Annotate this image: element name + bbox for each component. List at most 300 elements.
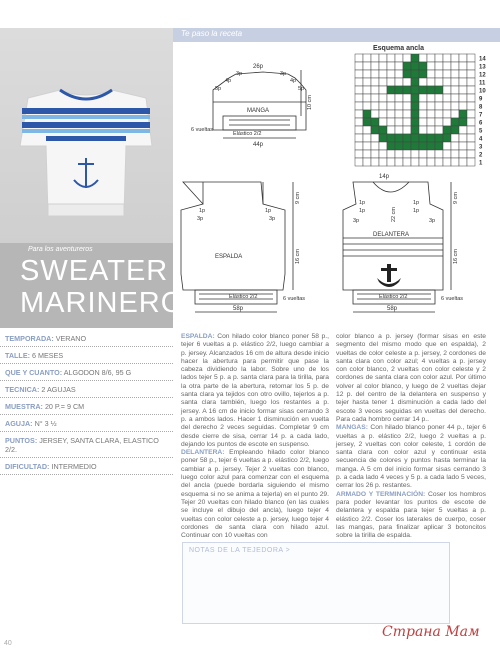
section-text: Coser los hombros para poder levantar los puntos de escote de delantera y espalda para tejer 5 vueltas a p. elástico 2/2. Coser los laterales de cuerpo, coser las mangas, para finalizar aplicar 3 botoncitos sobre la tirilla de espalda. bbox=[336, 490, 486, 540]
chart-cell bbox=[459, 94, 467, 102]
chart-cell bbox=[435, 142, 443, 150]
chart-cell bbox=[363, 126, 371, 134]
chart-cell bbox=[459, 102, 467, 110]
chart-cell bbox=[379, 126, 387, 134]
chart-cell bbox=[395, 62, 403, 70]
chart-cell bbox=[363, 54, 371, 62]
delantera-title: DELANTERA bbox=[373, 232, 410, 238]
section-heading: ESPALDA: bbox=[181, 333, 215, 340]
notes-box[interactable] bbox=[182, 542, 450, 624]
detail-label: TECNICA: bbox=[5, 385, 40, 394]
chart-cell bbox=[427, 126, 435, 134]
espalda-title: ESPALDA bbox=[215, 254, 243, 260]
chart-cell bbox=[371, 142, 379, 150]
chart-cell bbox=[395, 126, 403, 134]
chart-row-label: 7 bbox=[479, 112, 483, 119]
chart-row-label: 4 bbox=[479, 136, 483, 143]
section-text: Con hilado blanco poner 44 p., tejer 6 vueltas a p. elástico 2/2, luego 2 vueltas a p. jersey, 2 vueltas con color celeste, 1 cordón de santa clara con color azul y continuar esta secuencia de colores y puntos hasta terminar la manga. A 5 cm del inicio formar sisas cerrando 3 p. a cada lado 4 veces y 5 p. a cada lado 5 veces, cerrar los 26 p. restantes. bbox=[336, 424, 486, 490]
delantera-anchor-motif bbox=[377, 264, 401, 287]
manga-label: 5p bbox=[298, 86, 305, 92]
chart-cell bbox=[403, 110, 411, 118]
chart-cell bbox=[459, 134, 467, 142]
chart-cell bbox=[371, 78, 379, 86]
chart-cell bbox=[451, 126, 459, 134]
sweater-illustration bbox=[0, 28, 173, 243]
chart-cell bbox=[355, 94, 363, 102]
watermark: Страна Мам bbox=[382, 624, 480, 640]
chart-cell bbox=[363, 150, 371, 158]
chart-cell bbox=[395, 150, 403, 158]
divider bbox=[0, 474, 173, 475]
delantera-mid: 22 cm bbox=[391, 207, 397, 222]
detail-value: 2 AGUJAS bbox=[41, 385, 76, 394]
chart-cell bbox=[379, 158, 387, 166]
chart-row-label: 13 bbox=[479, 64, 486, 71]
chart-cell bbox=[427, 110, 435, 118]
anchor-chart-title: Esquema ancla bbox=[373, 45, 424, 52]
manga-label: 4p bbox=[225, 78, 232, 84]
chart-cell bbox=[411, 54, 419, 62]
chart-cell bbox=[419, 54, 427, 62]
detail-value: 6 MESES bbox=[32, 351, 64, 360]
chart-cell bbox=[419, 102, 427, 110]
section-text: Empleando hilado color blanco poner 58 p., tejer 6 vueltas a p. elástico 2/2, luego cambiar a p. jersey. Tejer 2 vueltas con blanco, luego color azul para comenzar con el esquema del ancla (puede bordarla siguiendo el mismo esquema si no se anima a tejerla) en el punto 29. Tejer 20 vueltas con hilado blanco (en las cuales se incluye el dibujo del ancla), luego tejer 4 vueltas con color celeste a p. jersey, luego tejer 4 cordones de santa clara con hilado azul. Continuar con 10 vueltas con bbox=[181, 449, 329, 540]
chart-cell bbox=[419, 86, 427, 94]
anchor-chart-grid bbox=[355, 54, 475, 166]
chart-cell bbox=[419, 78, 427, 86]
chart-cell bbox=[467, 86, 475, 94]
chart-cell bbox=[467, 54, 475, 62]
chart-row-label: 3 bbox=[479, 144, 483, 151]
delantera-label: 1p bbox=[359, 208, 366, 214]
chart-cell bbox=[363, 78, 371, 86]
chart-cell bbox=[379, 110, 387, 118]
chart-cell bbox=[435, 126, 443, 134]
chart-cell bbox=[371, 158, 379, 166]
chart-cell bbox=[467, 126, 475, 134]
chart-cell bbox=[435, 86, 443, 94]
detail-temporada bbox=[5, 334, 170, 343]
delantera-top: 14p bbox=[379, 174, 390, 180]
manga-elastic: Elástico 2/2 bbox=[233, 131, 262, 137]
manga-label: 3p bbox=[236, 71, 243, 77]
detail-label: TEMPORADA: bbox=[5, 334, 54, 343]
espalda-label: 3p bbox=[269, 216, 276, 222]
chart-cell bbox=[459, 126, 467, 134]
chart-cell bbox=[411, 70, 419, 78]
chart-cell bbox=[387, 142, 395, 150]
chart-cell bbox=[451, 78, 459, 86]
chart-cell bbox=[387, 150, 395, 158]
section-heading: MANGAS: bbox=[336, 424, 368, 432]
chart-cell bbox=[395, 78, 403, 86]
espalda-h1: 9 cm bbox=[295, 192, 301, 204]
chart-cell bbox=[363, 94, 371, 102]
chart-cell bbox=[403, 102, 411, 110]
delantera-label: 1p bbox=[359, 200, 366, 206]
chart-cell bbox=[427, 102, 435, 110]
chart-cell bbox=[443, 158, 451, 166]
paragraph-mangas bbox=[336, 424, 486, 490]
chart-cell bbox=[427, 94, 435, 102]
chart-cell bbox=[371, 94, 379, 102]
chart-cell bbox=[411, 110, 419, 118]
chart-cell bbox=[435, 62, 443, 70]
chart-cell bbox=[443, 150, 451, 158]
chart-cell bbox=[355, 86, 363, 94]
detail-label: DIFICULTAD: bbox=[5, 462, 50, 471]
chart-row-label: 6 bbox=[479, 120, 483, 127]
title-line-1: SWEATER bbox=[20, 255, 169, 287]
anchor-chart-row-labels bbox=[479, 57, 486, 167]
chart-cell bbox=[459, 78, 467, 86]
chart-cell bbox=[451, 118, 459, 126]
chart-cell bbox=[411, 134, 419, 142]
chart-cell bbox=[355, 134, 363, 142]
chart-row-label: 12 bbox=[479, 72, 486, 79]
chart-cell bbox=[419, 62, 427, 70]
chart-cell bbox=[403, 142, 411, 150]
chart-cell bbox=[459, 54, 467, 62]
detail-value: JERSEY, SANTA CLARA, ELASTICO 2/2. bbox=[5, 436, 159, 454]
chart-cell bbox=[363, 110, 371, 118]
recipe-banner bbox=[173, 28, 500, 42]
chart-cell bbox=[395, 54, 403, 62]
espalda-label: 3p bbox=[197, 216, 204, 222]
chart-cell bbox=[379, 78, 387, 86]
chart-cell bbox=[371, 118, 379, 126]
page-number: 40 bbox=[4, 640, 12, 647]
chart-cell bbox=[467, 134, 475, 142]
chart-cell bbox=[427, 142, 435, 150]
chart-cell bbox=[371, 70, 379, 78]
chart-cell bbox=[379, 86, 387, 94]
detail-value: VERANO bbox=[55, 334, 87, 343]
chart-cell bbox=[411, 86, 419, 94]
chart-cell bbox=[403, 54, 411, 62]
delantera-label: 1p bbox=[413, 200, 420, 206]
chart-row-label: 11 bbox=[479, 80, 486, 87]
chart-cell bbox=[459, 158, 467, 166]
chart-cell bbox=[371, 134, 379, 142]
delantera-label: 1p bbox=[413, 208, 420, 214]
paragraph-espalda bbox=[181, 333, 329, 449]
divider bbox=[0, 346, 173, 347]
divider bbox=[0, 431, 173, 432]
chart-cell bbox=[467, 94, 475, 102]
detail-label: MUESTRA: bbox=[5, 402, 43, 411]
delantera-label: 3p bbox=[429, 218, 436, 224]
chart-cell bbox=[387, 126, 395, 134]
chart-cell bbox=[411, 94, 419, 102]
chart-cell bbox=[395, 102, 403, 110]
chart-cell bbox=[379, 62, 387, 70]
chart-cell bbox=[459, 86, 467, 94]
manga-width: 44p bbox=[253, 142, 264, 148]
tagline: Para los aventureros bbox=[28, 246, 93, 253]
detail-value: ALGODON 8/6, 95 G bbox=[63, 368, 132, 377]
chart-cell bbox=[427, 118, 435, 126]
chart-cell bbox=[459, 70, 467, 78]
chart-cell bbox=[379, 102, 387, 110]
section-heading: DELANTERA: bbox=[181, 449, 225, 457]
chart-cell bbox=[467, 158, 475, 166]
chart-cell bbox=[395, 70, 403, 78]
chart-cell bbox=[395, 142, 403, 150]
chart-cell bbox=[371, 150, 379, 158]
detail-muestra bbox=[5, 402, 170, 411]
chart-cell bbox=[371, 126, 379, 134]
detail-puntos bbox=[5, 436, 170, 454]
section-heading: ARMADO Y TERMINACIÓN: bbox=[336, 490, 426, 498]
chart-cell bbox=[443, 86, 451, 94]
chart-cell bbox=[395, 94, 403, 102]
chart-cell bbox=[435, 110, 443, 118]
divider bbox=[0, 363, 173, 364]
chart-cell bbox=[395, 158, 403, 166]
chart-cell bbox=[443, 134, 451, 142]
espalda-vueltas: 6 vueltas bbox=[283, 296, 306, 302]
chart-cell bbox=[355, 142, 363, 150]
chart-cell bbox=[355, 126, 363, 134]
chart-cell bbox=[435, 158, 443, 166]
detail-que-y-cuanto bbox=[5, 368, 170, 377]
chart-cell bbox=[451, 158, 459, 166]
chart-cell bbox=[459, 110, 467, 118]
chart-cell bbox=[467, 118, 475, 126]
instructions-column-1 bbox=[181, 333, 329, 540]
chart-cell bbox=[451, 62, 459, 70]
chart-cell bbox=[451, 150, 459, 158]
chart-cell bbox=[459, 142, 467, 150]
chart-cell bbox=[363, 118, 371, 126]
chart-cell bbox=[427, 70, 435, 78]
chart-cell bbox=[443, 102, 451, 110]
detail-label: TALLE: bbox=[5, 351, 31, 360]
chart-cell bbox=[363, 142, 371, 150]
delantera-label: 3p bbox=[353, 218, 360, 224]
detail-value: INTERMEDIO bbox=[51, 462, 97, 471]
chart-cell bbox=[411, 118, 419, 126]
chart-cell bbox=[363, 158, 371, 166]
chart-cell bbox=[411, 158, 419, 166]
chart-cell bbox=[355, 78, 363, 86]
chart-cell bbox=[451, 102, 459, 110]
chart-cell bbox=[419, 150, 427, 158]
chart-cell bbox=[387, 70, 395, 78]
chart-cell bbox=[395, 118, 403, 126]
detail-label: QUE Y CUANTO: bbox=[5, 368, 63, 377]
divider bbox=[0, 397, 173, 398]
chart-cell bbox=[411, 102, 419, 110]
chart-cell bbox=[371, 54, 379, 62]
chart-cell bbox=[355, 150, 363, 158]
manga-label: 5p bbox=[215, 86, 222, 92]
chart-cell bbox=[435, 54, 443, 62]
detail-value: 20 P.= 9 CM bbox=[44, 402, 85, 411]
chart-cell bbox=[355, 70, 363, 78]
chart-row-label: 14 bbox=[479, 56, 486, 63]
detail-value: N° 3 ½ bbox=[34, 419, 57, 428]
chart-cell bbox=[451, 134, 459, 142]
chart-row-label: 1 bbox=[479, 160, 483, 167]
chart-cell bbox=[403, 158, 411, 166]
chart-cell bbox=[451, 54, 459, 62]
chart-cell bbox=[387, 54, 395, 62]
chart-cell bbox=[355, 110, 363, 118]
chart-cell bbox=[387, 102, 395, 110]
chart-cell bbox=[435, 134, 443, 142]
notes-label: NOTAS DE LA TEJEDORA > bbox=[189, 547, 291, 554]
chart-cell bbox=[435, 78, 443, 86]
chart-cell bbox=[411, 126, 419, 134]
chart-cell bbox=[379, 70, 387, 78]
chart-cell bbox=[435, 94, 443, 102]
section-text: color blanco a p. jersey (formar sisas en este segmento del mismo modo que en espalda), 2 vueltas de color celeste a p. jersey, 2 cordones de santa clara con color azul; 4 vueltas a p. jersey con color blanco, 2 vueltas con color celeste y 2 cordones de santa clara con color azul. Por último volver al color blanco, y luego de 2 vueltas dejar 12 p. del centro de la delantera en suspenso y tejer hasta tener 1 disminución a cada lado del escote 3 veces seguidas en vueltas del derecho. Para cada hombro cerrar 14 p.. bbox=[336, 333, 486, 423]
detail-talle bbox=[5, 351, 170, 360]
chart-cell bbox=[387, 86, 395, 94]
chart-cell bbox=[395, 110, 403, 118]
sweater-photo bbox=[0, 28, 173, 243]
delantera-vueltas: 6 vueltas bbox=[441, 296, 464, 302]
chart-cell bbox=[363, 102, 371, 110]
chart-cell bbox=[419, 158, 427, 166]
chart-cell bbox=[467, 150, 475, 158]
chart-cell bbox=[443, 126, 451, 134]
delantera-h2: 16 cm bbox=[453, 249, 459, 264]
paragraph-delantera bbox=[181, 449, 329, 540]
divider bbox=[0, 414, 173, 415]
manga-height: 10 cm bbox=[307, 95, 313, 110]
delantera-h1: 9 cm bbox=[453, 192, 459, 204]
chart-cell bbox=[427, 86, 435, 94]
chart-cell bbox=[355, 158, 363, 166]
chart-cell bbox=[467, 142, 475, 150]
espalda-label: 1p bbox=[265, 208, 272, 214]
chart-cell bbox=[363, 134, 371, 142]
banner-text: Te paso la receta bbox=[181, 29, 243, 38]
detail-aguja bbox=[5, 419, 170, 428]
chart-cell bbox=[419, 110, 427, 118]
chart-cell bbox=[419, 126, 427, 134]
divider bbox=[0, 380, 173, 381]
paragraph-delantera-cont bbox=[336, 333, 486, 424]
manga-label: 3p bbox=[280, 71, 287, 77]
chart-cell bbox=[387, 134, 395, 142]
instructions-column-2 bbox=[336, 333, 486, 540]
chart-cell bbox=[379, 134, 387, 142]
espalda-width: 58p bbox=[233, 306, 244, 312]
chart-cell bbox=[355, 118, 363, 126]
chart-cell bbox=[427, 158, 435, 166]
chart-cell bbox=[387, 110, 395, 118]
chart-cell bbox=[451, 70, 459, 78]
detail-label: AGUJA: bbox=[5, 419, 33, 428]
chart-cell bbox=[371, 62, 379, 70]
espalda-elastic: Elástico 2/2 bbox=[229, 294, 258, 300]
chart-cell bbox=[467, 62, 475, 70]
chart-cell bbox=[443, 62, 451, 70]
chart-cell bbox=[395, 134, 403, 142]
chart-cell bbox=[467, 110, 475, 118]
chart-cell bbox=[403, 134, 411, 142]
chart-row-label: 10 bbox=[479, 88, 486, 95]
chart-cell bbox=[403, 118, 411, 126]
chart-row-label: 9 bbox=[479, 96, 483, 103]
chart-cell bbox=[443, 110, 451, 118]
chart-cell bbox=[451, 86, 459, 94]
detail-label: PUNTOS: bbox=[5, 436, 38, 445]
chart-cell bbox=[467, 78, 475, 86]
chart-cell bbox=[403, 62, 411, 70]
paragraph-armado bbox=[336, 491, 486, 541]
chart-cell bbox=[411, 78, 419, 86]
chart-cell bbox=[403, 70, 411, 78]
chart-cell bbox=[411, 150, 419, 158]
chart-cell bbox=[427, 134, 435, 142]
chart-cell bbox=[419, 94, 427, 102]
chart-cell bbox=[411, 142, 419, 150]
chart-cell bbox=[435, 118, 443, 126]
chart-cell bbox=[419, 118, 427, 126]
detail-dificultad bbox=[5, 462, 170, 471]
divider bbox=[0, 457, 173, 458]
chart-cell bbox=[459, 150, 467, 158]
chart-cell bbox=[387, 62, 395, 70]
chart-cell bbox=[459, 118, 467, 126]
delantera-elastic: Elástico 2/2 bbox=[379, 294, 408, 300]
chart-cell bbox=[371, 110, 379, 118]
espalda-diagram bbox=[181, 182, 293, 312]
chart-cell bbox=[443, 118, 451, 126]
chart-cell bbox=[379, 94, 387, 102]
chart-cell bbox=[411, 62, 419, 70]
chart-cell bbox=[427, 78, 435, 86]
delantera-width: 58p bbox=[387, 306, 398, 312]
chart-cell bbox=[467, 70, 475, 78]
chart-cell bbox=[443, 70, 451, 78]
chart-cell bbox=[379, 54, 387, 62]
chart-cell bbox=[363, 70, 371, 78]
chart-cell bbox=[459, 62, 467, 70]
chart-cell bbox=[395, 86, 403, 94]
chart-cell bbox=[427, 150, 435, 158]
manga-label: 4p bbox=[290, 78, 297, 84]
chart-cell bbox=[371, 102, 379, 110]
manga-vueltas: 6 vueltas bbox=[191, 127, 214, 133]
chart-cell bbox=[379, 142, 387, 150]
chart-cell bbox=[451, 110, 459, 118]
chart-cell bbox=[419, 142, 427, 150]
chart-cell bbox=[387, 158, 395, 166]
chart-cell bbox=[443, 78, 451, 86]
chart-cell bbox=[435, 70, 443, 78]
chart-row-label: 2 bbox=[479, 152, 483, 159]
manga-top-label: 26p bbox=[253, 64, 264, 70]
chart-cell bbox=[443, 54, 451, 62]
chart-cell bbox=[443, 142, 451, 150]
chart-cell bbox=[355, 102, 363, 110]
detail-tecnica bbox=[5, 385, 170, 394]
chart-cell bbox=[435, 150, 443, 158]
pattern-diagrams bbox=[173, 42, 500, 332]
chart-cell bbox=[387, 78, 395, 86]
chart-cell bbox=[467, 102, 475, 110]
section-text: Con hilado color blanco poner 58 p., tejer 6 vueltas a p. elástico 2/2, luego cambiar a p. jersey. Alcanzados 16 cm de altura desde inicio hacer la abertura para permitir que pase la cabeza dividiendo la labor. Sobre uno de los lados tejer 5 p. a p. santa clara para la tirilla, para la otra parte de la abertura, retomar los 5 p. de santa clara ya tejidos con otro ovillo, tejerlos a p. santa clara también, luego los restantes a p. jersey. A 16 cm de inicio formar sisas cerrando 3 p. a ambos lados. Hacer 1 disminución en vuelta del derecho 2 veces seguidas. Completar 9 cm desde cierre de sisa, cerrar 14 p. a cada lado, dejando los puntos de escote en suspenso. bbox=[181, 333, 329, 448]
chart-cell bbox=[403, 94, 411, 102]
espalda-h2: 16 cm bbox=[295, 249, 301, 264]
chart-cell bbox=[435, 102, 443, 110]
